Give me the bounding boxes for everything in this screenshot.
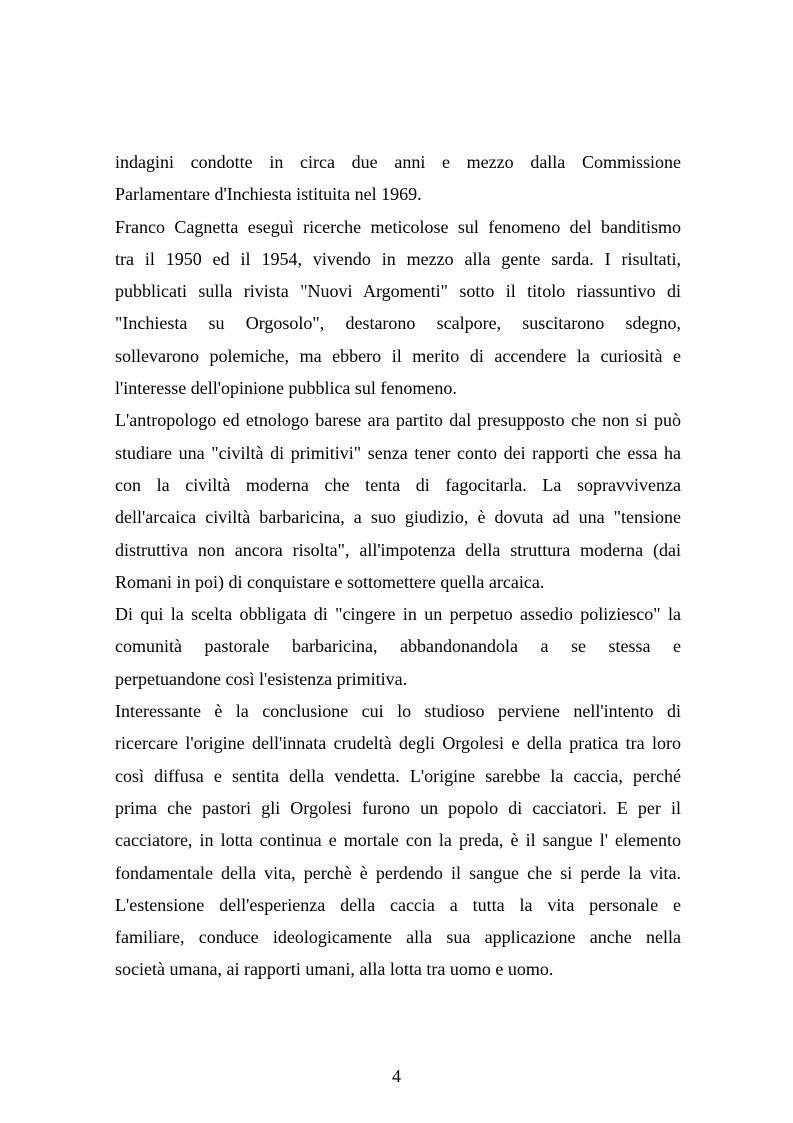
text-line: Di qui la scelta obbligata di "cingere in un perpetuo assedio poliziesco" la xyxy=(115,604,681,625)
text-line: prima che pastori gli Orgolesi furono un popolo di cacciatori. E per il xyxy=(115,797,681,818)
paragraph xyxy=(115,404,681,598)
text-line: cacciatore, in lotta continua e mortale con la preda, è il sangue l' elemento xyxy=(115,830,681,851)
paragraph xyxy=(115,146,681,211)
text-line: fondamentale della vita, perchè è perdendo il sangue che si perde la vita. xyxy=(115,862,681,883)
text-line: così diffusa e sentita della vendetta. L'origine sarebbe la caccia, perché xyxy=(115,765,681,786)
text-line: sollevarono polemiche, ma ebbero il merito di accendere la curiosità e xyxy=(115,345,681,366)
text-line: "Inchiesta su Orgosolo", destarono scalpore, suscitarono sdegno, xyxy=(115,313,681,334)
paragraph xyxy=(115,598,681,695)
text-line: indagini condotte in circa due anni e mezzo dalla Commissione xyxy=(115,152,681,172)
text-line: L'estensione dell'esperienza della caccia a tutta la vita personale e xyxy=(115,894,681,915)
text-line: studiare una "civiltà di primitivi" senza tener conto dei rapporti che essa ha xyxy=(115,442,681,463)
text-line: pubblicati sulla rivista "Nuovi Argomenti" sotto il titolo riassuntivo di xyxy=(115,281,681,302)
text-line: tra il 1950 ed il 1954, vivendo in mezzo alla gente sarda. I risultati, xyxy=(115,248,681,269)
text-line: Parlamentare d'Inchiesta istituita nel 1969. xyxy=(115,184,422,205)
text-line: familiare, conduce ideologicamente alla sua applicazione anche nella xyxy=(115,927,681,948)
page-number: 4 xyxy=(392,1066,401,1086)
text-line: dell'arcaica civiltà barbaricina, a suo giudizio, è dovuta ad una "tensione xyxy=(115,507,681,528)
text-line: Romani in poi) di conquistare e sottomettere quella arcaica. xyxy=(115,571,545,592)
text-line: ricercare l'origine dell'innata crudeltà degli Orgolesi e della pratica tra loro xyxy=(115,733,681,754)
paragraph xyxy=(115,211,681,405)
text-line: Franco Cagnetta eseguì ricerche meticolose sul fenomeno del banditismo xyxy=(115,216,681,237)
text-line: Interessante è la conclusione cui lo studioso perviene nell'intento di xyxy=(115,701,681,722)
text-line: L'antropologo ed etnologo barese ara partito dal presupposto che non si può xyxy=(115,410,681,431)
text-line: con la civiltà moderna che tenta di fagocitarla. La sopravvivenza xyxy=(115,474,681,495)
text-line: perpetuandone così l'esistenza primitiva. xyxy=(115,668,408,689)
body-text xyxy=(115,146,681,986)
paragraph xyxy=(115,695,681,986)
text-line: l'interesse dell'opinione pubblica sul fenomeno. xyxy=(115,378,457,399)
text-line: comunità pastorale barbaricina, abbandonandola a se stessa e xyxy=(115,636,681,657)
text-line: distruttiva non ancora risolta", all'impotenza della struttura moderna (dai xyxy=(115,539,681,560)
text-line: società umana, ai rapporti umani, alla lotta tra uomo e uomo. xyxy=(115,959,554,980)
